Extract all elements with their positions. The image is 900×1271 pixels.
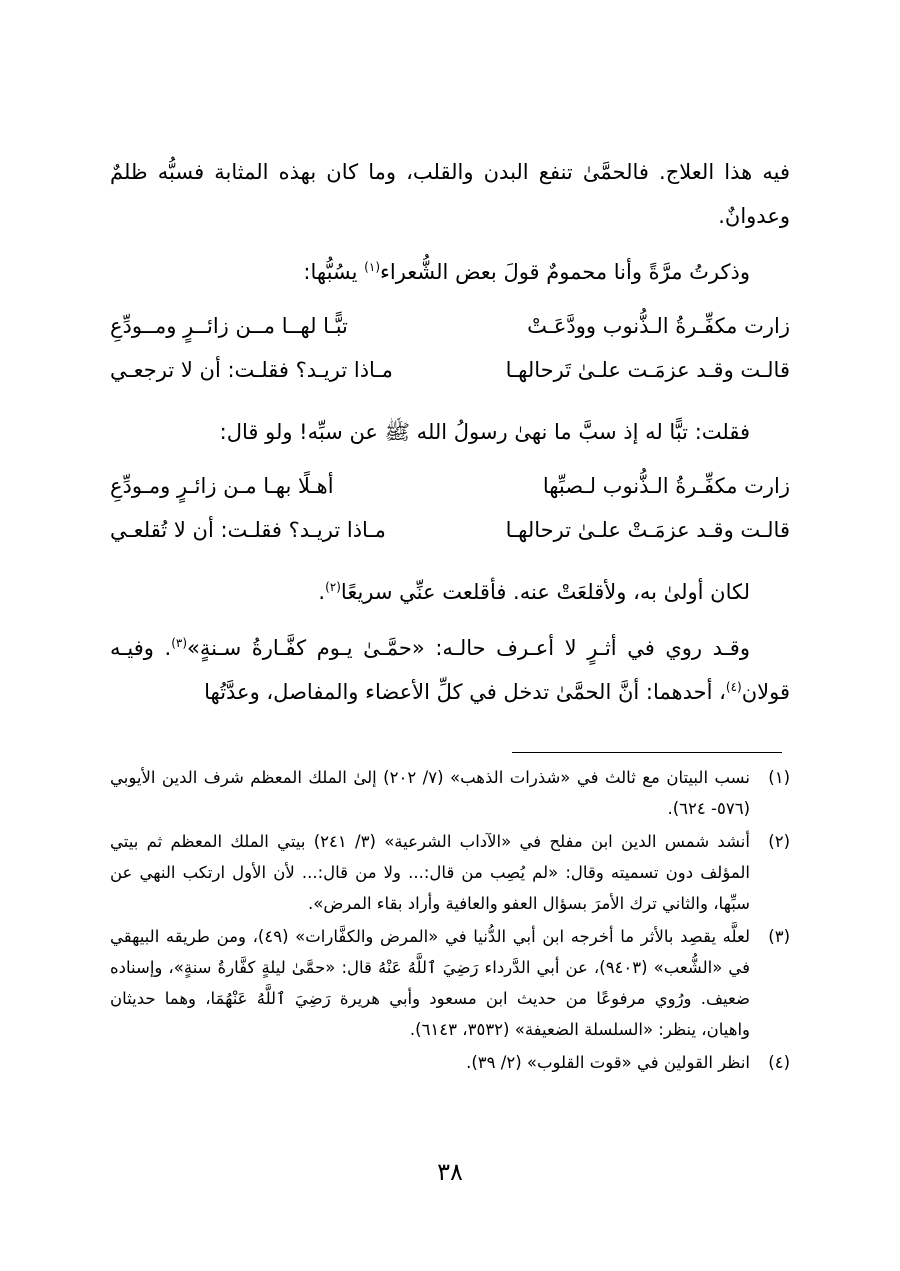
- paragraph-2-tail: يسُبُّها:: [303, 260, 365, 284]
- verse: [110, 304, 790, 348]
- poem-2: [110, 464, 790, 552]
- footnote-text: أنشد شمس الدين ابن مفلح في «الآداب الشرعية» (٣/ ٢٤١) بيتي الملك المعظم ثم بيتي المؤلف دون تسميته وقال: «لم يُصِب من قال:... ولا من قال:... لأن الأول ارتكب النهي عن سبِّها، والثاني ترك الأمرَ بسؤال العفو والعافية وأراد بقاء المرض».: [110, 832, 750, 913]
- paragraph-5-tail: ، أحدهما: أنَّ الحمَّىٰ تدخل في كلِّ الأعضاء والمفاصل، وعدَّتُها: [204, 680, 726, 704]
- footnote-ref-2[interactable]: (٢): [325, 580, 341, 594]
- footnote-4: [110, 1047, 790, 1078]
- hemistich-second: مـاذا تريـد؟ فقلـت: أن لا ترجعـي: [110, 358, 393, 382]
- paragraph-4-text: لكان أولىٰ به، ولأقلعَتْ عنه. فأقلعت عنِّي سريعًا: [340, 580, 750, 604]
- footnotes: [110, 762, 790, 1080]
- hemistich-first: قالـت وقـد عزمَـت علـىٰ تَرحالهـا: [505, 358, 790, 382]
- footnote-number: (١): [768, 768, 790, 787]
- paragraph-5-mid: . وفيـه قولان: [110, 636, 790, 704]
- footnote-number: (٣): [768, 927, 790, 946]
- footnote-text: لعلَّه يقصِد بالأثر ما أخرجه ابن أبي الدُّنيا في «المرض والكفَّارات» (٤٩)، ومن طريقه البيهقي في «الشُّعب» (٩٤٠٣)، عن أبي الدَّرداء رَضِيَ ٱللَّهُ عَنْهُ قال: «حمَّىٰ ليلةٍ كفَّارةُ سنةٍ»، وإسناده ضعيف. ورُوي مرفوعًا من حديث ابن مسعود وأبي هريرة رَضِيَ ٱللَّهُ عَنْهُمَا، وهما حديثان واهيان، ينظر: «السلسلة الضعيفة» (٣٥٣٢، ٦١٤٣).: [110, 927, 750, 1039]
- hemistich-first: قالـت وقـد عزمَـتْ علـىٰ ترحالهـا: [505, 518, 790, 542]
- footnote-ref-3[interactable]: (٣): [171, 636, 188, 650]
- footnote-2: [110, 826, 790, 919]
- hemistich-second: مـاذا تريـد؟ فقلـت: أن لا تُقلعـي: [110, 518, 386, 542]
- paragraph-1: [110, 150, 790, 238]
- footnote-separator: [512, 752, 782, 753]
- paragraph-1-text: فيه هذا العلاج. فالحمَّىٰ تنفع البدن والقلب، وما كان بهذه المثابة فسبُّه ظلمٌ وعدوانٌ.: [110, 160, 790, 228]
- main-text: [110, 150, 790, 714]
- paragraph-4: [110, 570, 790, 614]
- footnote-3: [110, 921, 790, 1045]
- paragraph-3: [110, 410, 790, 454]
- paragraph-4-tail: .: [318, 580, 326, 604]
- footnote-1: [110, 762, 790, 824]
- poem-1: [110, 304, 790, 392]
- verse: [110, 464, 790, 508]
- hemistich-second: تبًّـا لهــا مــن زائــرٍ ومــودِّعِ: [110, 314, 348, 338]
- footnote-text: انظر القولين في «قوت القلوب» (٢/ ٣٩).: [466, 1053, 750, 1072]
- footnote-ref-4[interactable]: (٤): [725, 680, 742, 694]
- paragraph-3-text: فقلت: تبًّا له إذ سبَّ ما نهىٰ رسولُ الله ﷺ عن سبِّه! ولو قال:: [219, 420, 750, 444]
- paragraph-5-text: وقـد روي في أثـرٍ لا أعـرف حالـه: «حمَّـىٰ يـوم كفَّـارةُ سـنةٍ»: [187, 636, 750, 660]
- footnote-ref-1[interactable]: (١): [364, 260, 380, 274]
- hemistich-first: زارت مكفِّـرةُ الـذُّنوب لـصبِّها: [542, 474, 790, 498]
- footnote-number: (٢): [768, 832, 790, 851]
- paragraph-2: [110, 250, 790, 294]
- hemistich-second: أهـلًا بهـا مـن زائـرٍ ومـودِّعِ: [110, 474, 334, 498]
- footnote-text: نسب البيتان مع ثالث في «شذرات الذهب» (٧/ ٢٠٢) إلىٰ الملك المعظم شرف الدين الأيوبي (٥٧٦- ٦٢٤).: [110, 768, 750, 818]
- paragraph-2-text: وذكرتُ مرَّةً وأنا محمومٌ قولَ بعض الشُّعراء: [380, 260, 750, 284]
- hemistich-first: زارت مكفِّـرةُ الـذُّنوب وودَّعَـتْ: [527, 314, 790, 338]
- footnote-number: (٤): [768, 1053, 790, 1072]
- paragraph-5: [110, 626, 790, 714]
- verse: [110, 508, 790, 552]
- verse: [110, 348, 790, 392]
- page-number: ٣٨: [437, 1158, 463, 1186]
